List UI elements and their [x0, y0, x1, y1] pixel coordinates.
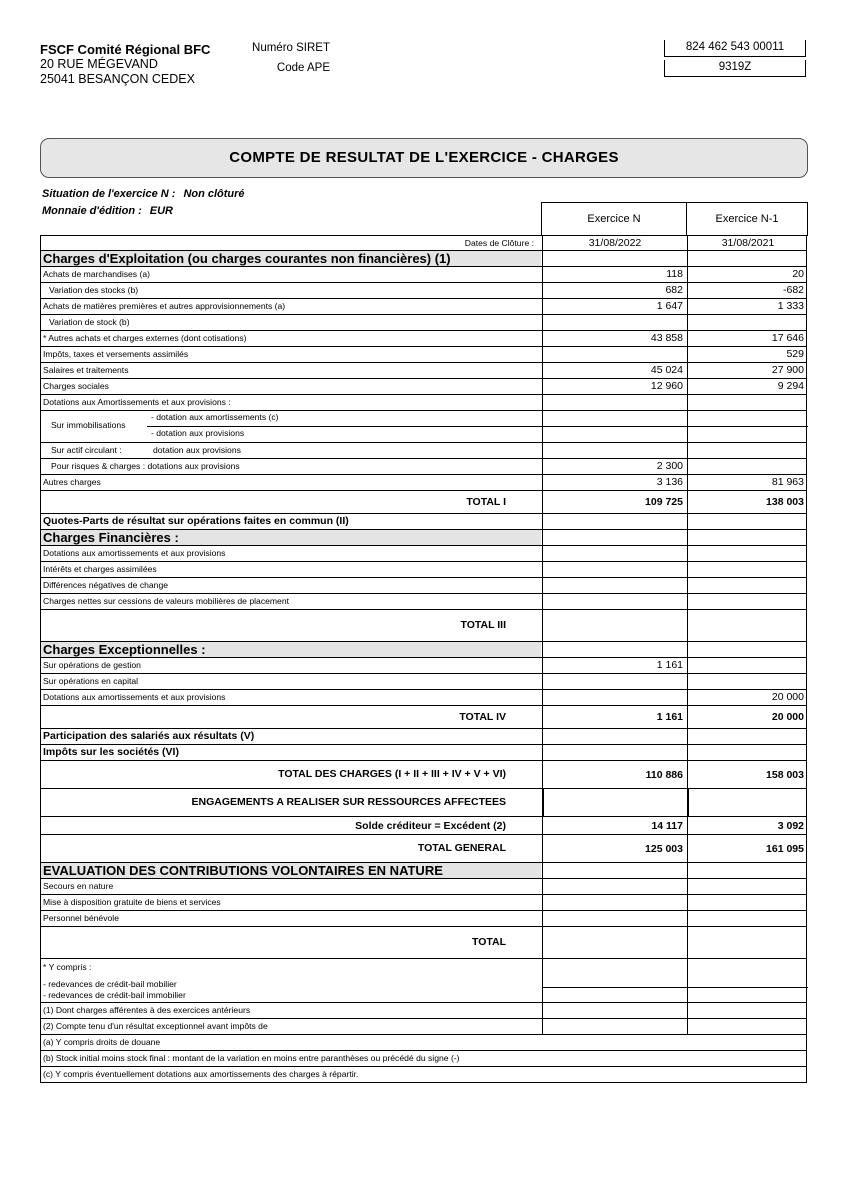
note-1-row: (1) Dont charges afférentes à des exercices antérieurs [40, 1003, 807, 1019]
impots-societes-row: Impôts sur les sociétés (VI) [40, 745, 807, 761]
org-name: FSCF Comité Régional BFC [40, 42, 211, 57]
table-row: Intérêts et charges assimilées [40, 562, 807, 578]
total-iii-row: TOTAL III [40, 610, 807, 642]
table-row: Impôts, taxes et versements assimilés 529 [40, 347, 807, 363]
siret-value: 824 462 543 00011 [664, 40, 806, 57]
monnaie-value: EUR [149, 205, 174, 217]
date-n1: 31/08/2021 [687, 236, 808, 250]
total-evaluation-row: TOTAL [40, 927, 807, 959]
dates-label: Dates de Clôture : [464, 238, 534, 248]
immobilisations-sub2: - dotation aux provisions [151, 428, 245, 438]
siret-label: Numéro SIRET [252, 42, 330, 54]
actif-circulant-row [40, 443, 807, 459]
table-row: * Autres achats et charges externes (dont cotisations) 43 858 17 646 [40, 331, 807, 347]
monnaie-line [42, 205, 173, 217]
page-title: COMPTE DE RESULTAT DE L'EXERCICE - CHARGES [40, 138, 808, 178]
total-i-row: TOTAL I 109 725 138 003 [40, 491, 807, 514]
participation-row: Participation des salariés aux résultats (V) [40, 729, 807, 745]
table-row: Sur opérations en capital [40, 674, 807, 690]
table-row: Mise à disposition gratuite de biens et services [40, 895, 807, 911]
table-row: Variation des stocks (b) 682 -682 [40, 283, 807, 299]
org-address-line1: 20 RUE MÉGEVAND [40, 57, 158, 71]
situation-label: Situation de l'exercice N : [42, 188, 176, 200]
note-b-row: (b) Stock initial moins stock final : montant de la variation en moins entre paranthèses ou précédé du signe (-) [40, 1051, 807, 1067]
section-exceptionnelles-header: Charges Exceptionnelles : [40, 642, 807, 658]
immobilisations-sub1: - dotation aux amortissements (c) [151, 412, 279, 422]
column-header-n: Exercice N [541, 202, 687, 236]
exploitation-title: Charges d'Exploitation (ou charges courantes non financières) (1) [43, 251, 451, 266]
solde-row: Solde créditeur = Excédent (2) 14 117 3 092 [40, 817, 807, 835]
note-c-row: (c) Y compris éventuellement dotations aux amortissements des charges à répartir. [40, 1067, 807, 1083]
section-financieres-header: Charges Financières : [40, 530, 807, 546]
total-charges-row: TOTAL DES CHARGES (I + II + III + IV + V + VI) 110 886 158 003 [40, 761, 807, 789]
date-n: 31/08/2022 [542, 236, 687, 250]
table-row: Charges sociales 12 960 9 294 [40, 379, 807, 395]
table-row: Secours en nature [40, 879, 807, 895]
notes-credit-bail: * Y compris : - redevances de crédit-bail mobilier - redevances de crédit-bail immobilier [40, 959, 807, 1003]
situation-value: Non clôturé [183, 188, 245, 200]
column-header-n1: Exercice N-1 [686, 202, 808, 236]
table-row: Dotations aux Amortissements et aux provisions : [40, 395, 807, 411]
actif-label: Sur actif circulant : [51, 445, 122, 455]
charges-table [40, 235, 807, 1083]
table-row: Achats de marchandises (a) 118 20 [40, 267, 807, 283]
table-row: Variation de stock (b) [40, 315, 807, 331]
table-row: Sur opérations de gestion 1 161 [40, 658, 807, 674]
engagements-row: ENGAGEMENTS A REALISER SUR RESSOURCES AFFECTEES [40, 789, 807, 817]
monnaie-label: Monnaie d'édition : [42, 205, 142, 217]
ape-label: Code APE [276, 62, 330, 74]
table-row: Achats de matières premières et autres approvisionnements (a) 1 647 1 333 [40, 299, 807, 315]
total-i-label: TOTAL I [466, 496, 506, 508]
immobilisations-row [40, 411, 807, 443]
table-row: Dotations aux amortissements et aux provisions 20 000 [40, 690, 807, 706]
risques-row: Pour risques & charges : dotations aux provisions 2 300 [40, 459, 807, 475]
total-iv-row: TOTAL IV 1 161 20 000 [40, 706, 807, 729]
quotes-parts-row: Quotes-Parts de résultat sur opérations faites en commun (II) [40, 514, 807, 530]
immobilisations-label: Sur immobilisations [51, 420, 126, 430]
table-row: Salaires et traitements 45 024 27 900 [40, 363, 807, 379]
ape-value: 9319Z [664, 60, 806, 77]
table-row: Dotations aux amortissements et aux provisions [40, 546, 807, 562]
dates-row [40, 235, 807, 251]
section-exploitation-header [40, 251, 807, 267]
total-general-row: TOTAL GENERAL 125 003 161 095 [40, 835, 807, 863]
table-row: Personnel bénévole [40, 911, 807, 927]
autres-charges-row: Autres charges 3 136 81 963 [40, 475, 807, 491]
situation-line [42, 188, 245, 200]
section-evaluation-header: EVALUATION DES CONTRIBUTIONS VOLONTAIRES EN NATURE [40, 863, 807, 879]
note-a-row: (a) Y compris droits de douane [40, 1035, 807, 1051]
org-address-line2: 25041 BESANÇON CEDEX [40, 72, 195, 86]
organization-block [40, 42, 210, 87]
note-2-row: (2) Compte tenu d'un résultat exceptionnel avant impôts de [40, 1019, 807, 1035]
table-row: Différences négatives de change [40, 578, 807, 594]
actif-sub: dotation aux provisions [153, 445, 241, 455]
table-row: Charges nettes sur cessions de valeurs mobilières de placement [40, 594, 807, 610]
